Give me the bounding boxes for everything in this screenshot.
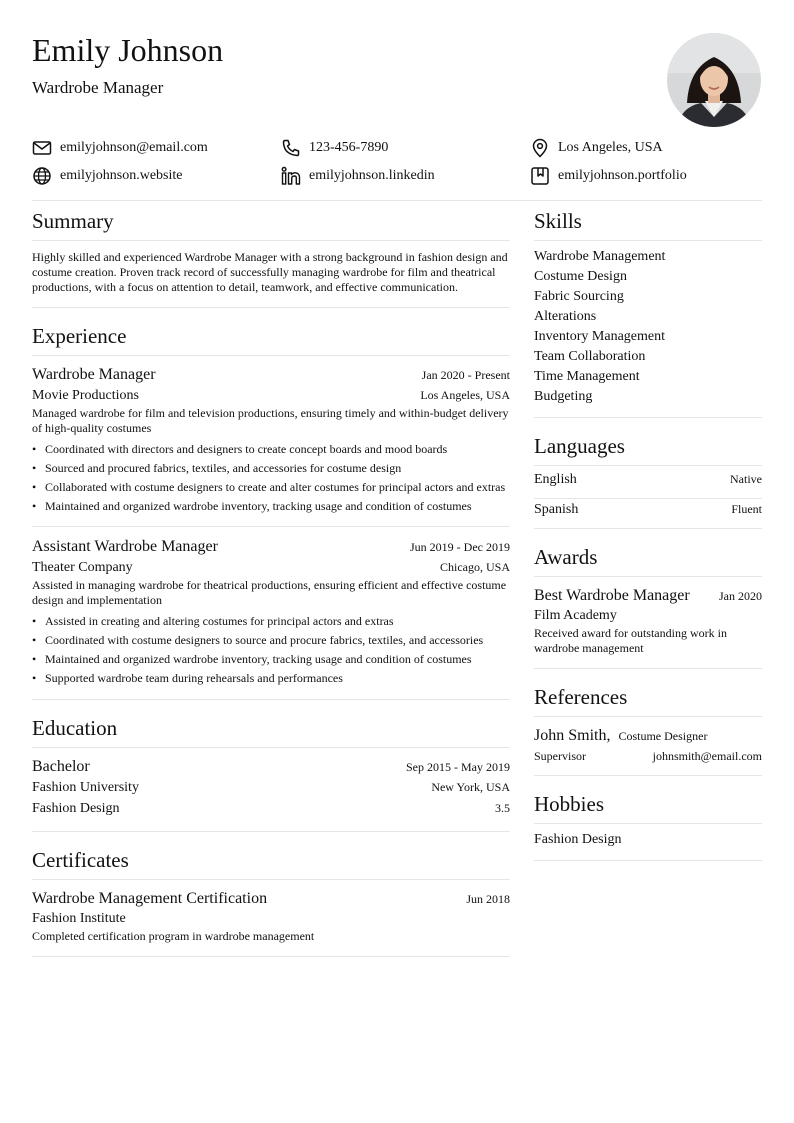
job-entry	[32, 526, 510, 700]
degree: Bachelor	[32, 758, 90, 775]
job-bullets	[32, 612, 510, 688]
phone-text: 123-456-7890	[309, 140, 389, 155]
education-section	[32, 700, 510, 832]
website-text: emilyjohnson.website	[60, 168, 183, 183]
section-title: Experience	[32, 308, 510, 356]
award-issuer: Film Academy	[534, 608, 617, 623]
reference-email[interactable]: johnsmith@email.com	[652, 749, 762, 763]
skill-item: Budgeting	[534, 389, 593, 404]
contact-email[interactable]	[32, 138, 281, 158]
skills-section	[534, 200, 762, 418]
map-pin-icon	[530, 138, 550, 158]
location-text: Los Angeles, USA	[558, 140, 663, 155]
summary-section	[32, 200, 510, 308]
contact-portfolio[interactable]	[530, 166, 762, 186]
bullet-item: • Coordinated with directors and designers to create concept boards and mood boards	[32, 440, 510, 459]
experience-section	[32, 308, 510, 700]
job-role: Wardrobe Manager	[32, 366, 156, 383]
skill-item: Wardrobe Management	[534, 249, 666, 264]
section-title: Hobbies	[534, 776, 762, 824]
globe-icon	[32, 166, 52, 186]
linkedin-icon	[281, 166, 301, 186]
language-row	[534, 469, 762, 498]
skill-item: Inventory Management	[534, 329, 666, 344]
language-name: Spanish	[534, 502, 579, 517]
email-text: emilyjohnson@email.com	[60, 140, 208, 155]
candidate-title: Wardrobe Manager	[32, 78, 164, 97]
job-role: Assistant Wardrobe Manager	[32, 538, 218, 555]
avatar	[667, 33, 761, 127]
awards-section	[534, 529, 762, 669]
bookmark-icon	[530, 166, 550, 186]
language-level: Native	[730, 472, 762, 486]
reference-name: John Smith,	[534, 727, 611, 744]
bullet-item: • Collaborated with costume designers to create and alter costumes for principal actors and extras	[32, 478, 510, 497]
hobbies-section	[534, 776, 762, 861]
summary-text: Highly skilled and experienced Wardrobe Manager with a strong background in fashion design and costume creation. Proven track record of successfully managing wardrobe for film and theatrical productions, with a focus on attention to detail, teamwork, and effective communication.	[32, 250, 508, 294]
section-title: Education	[32, 700, 510, 748]
certificate-issuer: Fashion Institute	[32, 911, 126, 926]
references-section	[534, 669, 762, 776]
contact-info	[32, 134, 762, 190]
award-description: Received award for outstanding work in wardrobe management	[534, 626, 727, 655]
bullet-item: • Maintained and organized wardrobe inventory, tracking usage and condition of costumes	[32, 650, 510, 669]
bullet-item: • Supported wardrobe team during rehearsals and performances	[32, 669, 510, 688]
main-column	[32, 200, 510, 957]
skill-item: Fabric Sourcing	[534, 289, 624, 304]
contact-location	[530, 138, 762, 158]
award-date: Jan 2020	[719, 589, 762, 603]
certificate-date: Jun 2018	[466, 892, 510, 906]
certificate-name: Wardrobe Management Certification	[32, 890, 268, 907]
envelope-icon	[32, 138, 52, 158]
bullet-item: • Sourced and procured fabrics, textiles, and accessories for costume design	[32, 459, 510, 478]
section-title: Summary	[32, 200, 510, 241]
language-level: Fluent	[731, 502, 762, 516]
bullet-item: • Maintained and organized wardrobe inventory, tracking usage and condition of costumes	[32, 497, 510, 516]
phone-icon	[281, 138, 301, 158]
portfolio-text: emilyjohnson.portfolio	[558, 168, 687, 183]
language-name: English	[534, 472, 577, 487]
job-description: Managed wardrobe for film and television productions, ensuring timely and within-budget delivery of high-quality costumes	[32, 406, 509, 435]
job-location: Los Angeles, USA	[420, 388, 510, 402]
language-row	[534, 498, 762, 528]
section-title: Awards	[534, 529, 762, 577]
section-title: Skills	[534, 200, 762, 241]
field-of-study: Fashion Design	[32, 801, 120, 816]
reference-relation: Supervisor	[534, 749, 586, 763]
contact-phone[interactable]	[281, 138, 530, 158]
skill-item: Time Management	[534, 369, 640, 384]
gpa: 3.5	[495, 801, 510, 815]
reference-role: Costume Designer	[618, 729, 708, 743]
languages-section	[534, 418, 762, 529]
education-dates: Sep 2015 - May 2019	[406, 760, 510, 774]
job-location: Chicago, USA	[440, 560, 510, 574]
skill-item: Team Collaboration	[534, 349, 646, 364]
section-title: References	[534, 669, 762, 717]
section-title: Certificates	[32, 832, 510, 880]
skill-item: Alterations	[534, 309, 597, 324]
contact-linkedin[interactable]	[281, 166, 530, 186]
award-name: Best Wardrobe Manager	[534, 587, 690, 604]
skill-item: Costume Design	[534, 269, 627, 284]
linkedin-text: emilyjohnson.linkedin	[309, 168, 435, 183]
job-company: Movie Productions	[32, 388, 139, 403]
job-description: Assisted in managing wardrobe for theatrical productions, ensuring efficient and effective costume design and implementation	[32, 578, 507, 607]
bullet-item: • Assisted in creating and altering costumes for principal actors and extras	[32, 612, 510, 631]
job-entry	[32, 365, 510, 526]
job-dates: Jun 2019 - Dec 2019	[410, 540, 510, 554]
certificate-description: Completed certification program in wardrobe management	[32, 929, 315, 943]
section-title: Languages	[534, 418, 762, 466]
job-company: Theater Company	[32, 560, 133, 575]
side-column	[534, 200, 762, 861]
candidate-name: Emily Johnson	[32, 32, 224, 68]
job-bullets	[32, 440, 510, 516]
hobby-item: Fashion Design	[534, 832, 622, 847]
contact-website[interactable]	[32, 166, 281, 186]
school-location: New York, USA	[431, 780, 510, 794]
certificates-section	[32, 832, 510, 957]
job-dates: Jan 2020 - Present	[421, 368, 510, 382]
bullet-item: • Coordinated with costume designers to source and procure fabrics, textiles, and accessories	[32, 631, 510, 650]
school: Fashion University	[32, 780, 139, 795]
